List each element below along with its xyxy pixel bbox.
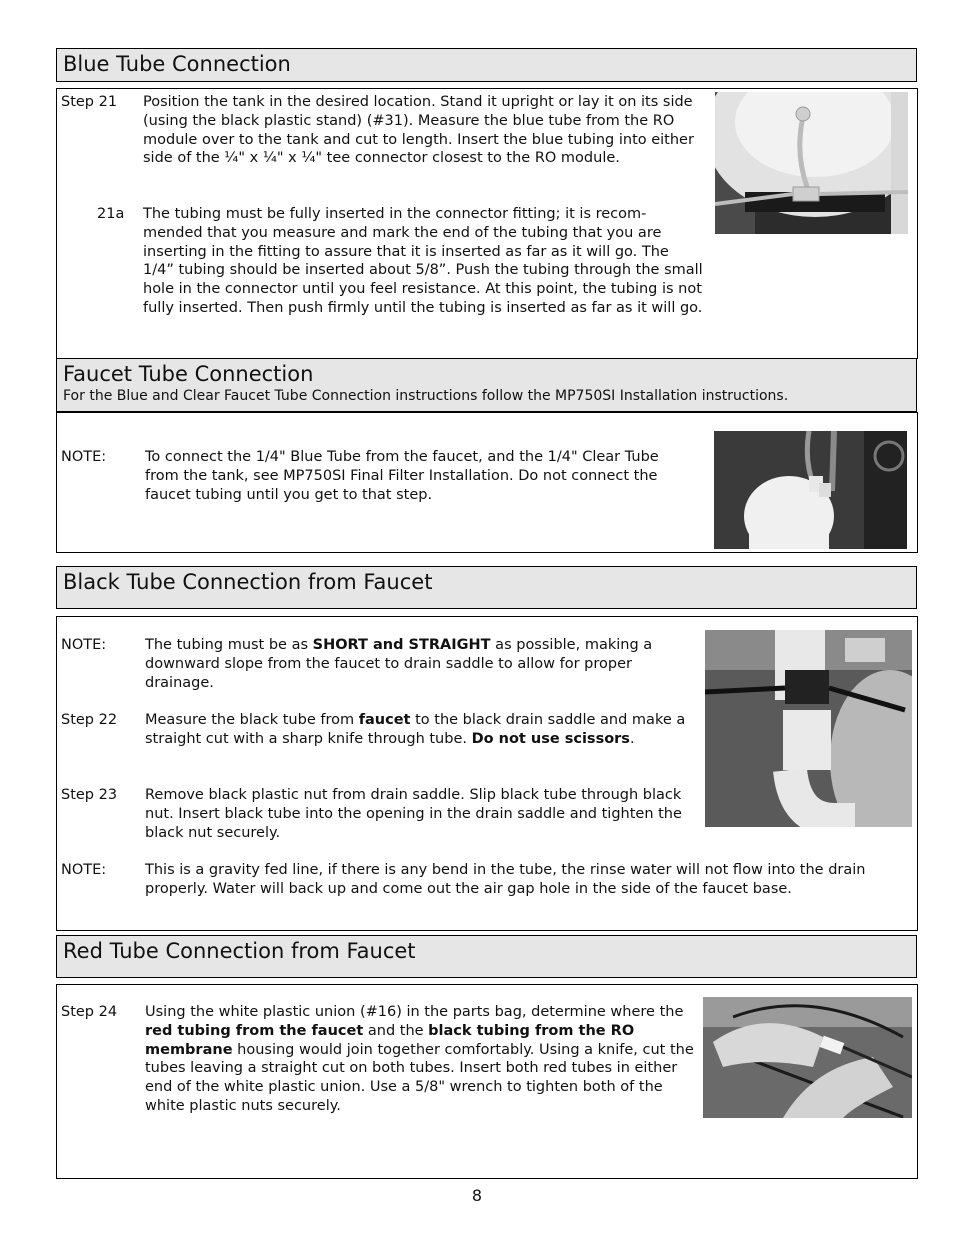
step-label: Step 21 (61, 94, 118, 110)
step-text: The tubing must be fully inserted in the connector fitting; it is recom-mended that you measure and mark the end of the tubing that you are inserting in the fitting to assure that it is inserted as far as it will go. The 1/4” tubing should be inserted about 5/8”. Push the tubing through the small hole in the connector until you feel resistance. At this point, the tubing is not fully inserted. Then push firmly until the tubing is inserted as far as it will go. (143, 206, 703, 316)
section-header-red (56, 935, 917, 978)
section-header-blue (56, 48, 917, 82)
section-body-black (56, 616, 918, 931)
section-title: Blue Tube Connection (63, 52, 291, 76)
note-text: The tubing must be as SHORT and STRAIGHT as possible, making a downward slope from the faucet to drain saddle to allow for proper drainage. (145, 637, 653, 691)
step-text: Remove black plastic nut from drain saddle. Slip black tube through black nut. Insert black tube into the opening in the drain saddle and tighten the black nut securely. (145, 787, 682, 841)
section-title: Black Tube Connection from Faucet (63, 570, 433, 594)
section-title: Red Tube Connection from Faucet (63, 939, 416, 963)
drain-saddle-photo (705, 630, 912, 827)
filter-photo (714, 431, 907, 549)
section-title: Faucet Tube Connection (63, 362, 314, 386)
section-body-blue (56, 88, 918, 359)
section-subtitle: For the Blue and Clear Faucet Tube Connection instructions follow the MP750SI Installation instructions. (63, 388, 789, 404)
step-label: 21a (97, 206, 125, 222)
step-text: Using the white plastic union (#16) in the parts bag, determine where the red tubing from the faucet and the black tubing from the RO membrane housing would join together comfortably. Using a knife, cut the tubes leaving a straight cut on both tubes. Insert both red tubes in either end of the white plastic union. Use a 5/8" wrench to tighten both of the white plastic nuts securely. (145, 1004, 694, 1114)
note-label: NOTE: (61, 862, 107, 878)
step-text: Position the tank in the desired location. Stand it upright or lay it on its side (using the black plastic stand) (#31). Measure the blue tube from the RO module over to the tank and cut to length. Insert the blue tubing into either side of the ¼" x ¼" x ¼" tee connector closest to the RO module. (143, 94, 694, 167)
page-number: 8 (471, 1186, 483, 1205)
section-header-black (56, 566, 917, 609)
tank-photo (715, 92, 908, 234)
section-header-faucet (56, 358, 917, 412)
section-body-faucet (56, 412, 918, 553)
step-label: Step 22 (61, 712, 118, 728)
step-text: Measure the black tube from faucet to the black drain saddle and make a straight cut with a sharp knife through tube. Do not use scissors. (145, 712, 686, 747)
section-body-red (56, 984, 918, 1179)
step-label: Step 24 (61, 1004, 118, 1020)
note-label: NOTE: (61, 449, 107, 465)
note-text: This is a gravity fed line, if there is any bend in the tube, the rinse water will not flow into the drain properly. Water will back up and come out the air gap hole in the side of the faucet base. (145, 862, 866, 897)
union-photo (703, 997, 912, 1118)
note-text: To connect the 1/4" Blue Tube from the faucet, and the 1/4" Clear Tube from the tank, see MP750SI Final Filter Installation. Do not connect the faucet tubing until you get to that step. (145, 449, 659, 503)
step-label: Step 23 (61, 787, 118, 803)
note-label: NOTE: (61, 637, 107, 653)
